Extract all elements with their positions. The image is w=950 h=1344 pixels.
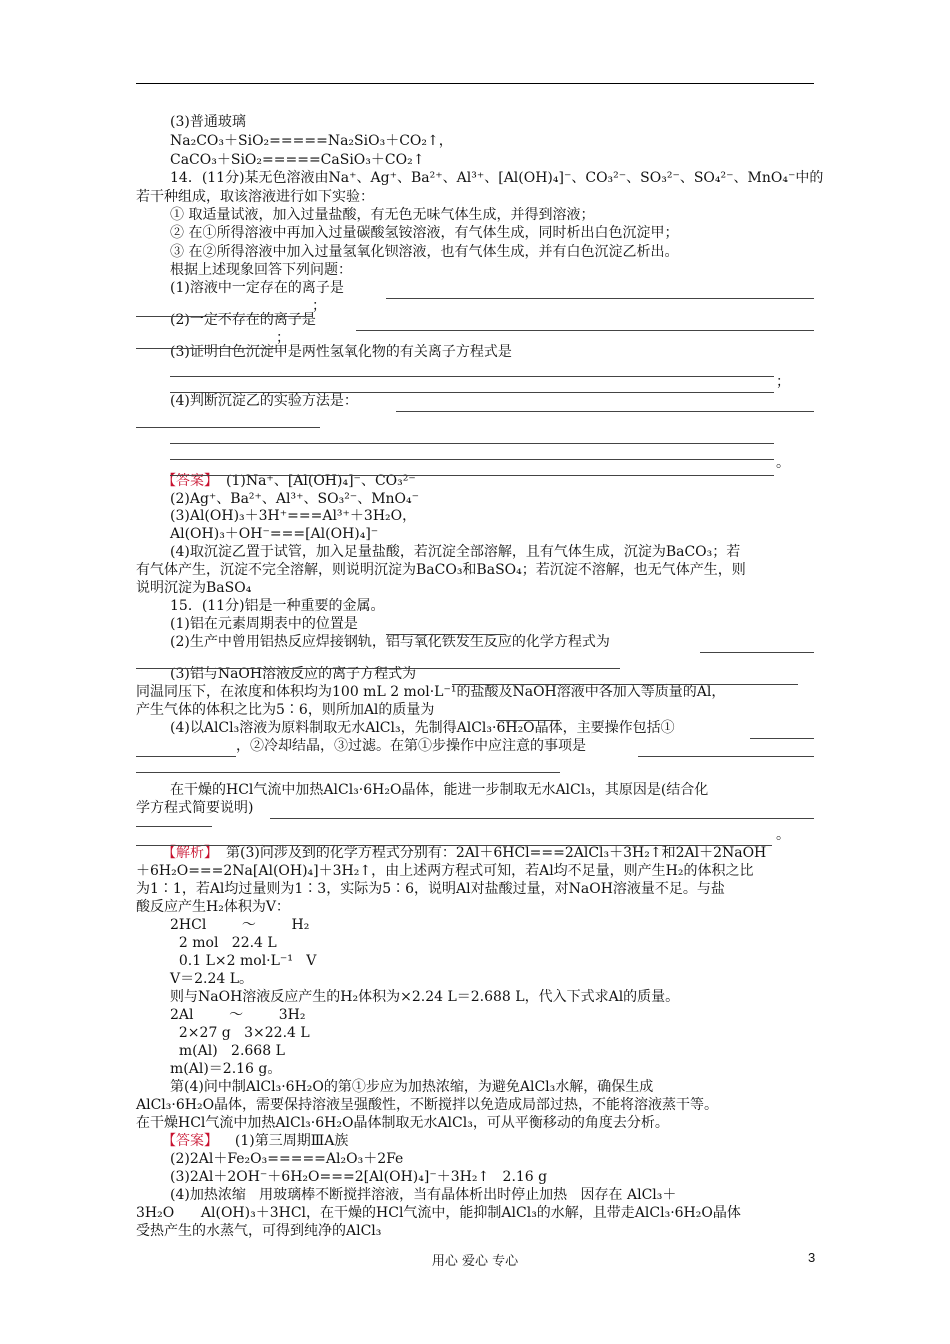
line-text: 15．(11分)铝是一种重要的金属。 [170, 598, 385, 614]
line-text: 根据上述现象回答下列问题： [170, 262, 352, 278]
blank-line [136, 772, 560, 773]
text-line [170, 261, 352, 279]
text-line [170, 916, 309, 934]
text-line [136, 579, 251, 597]
blank-line [136, 826, 212, 827]
line-text: ，②冷却结晶，③过滤。在第①步操作中应注意的事项是 [236, 738, 586, 754]
line-text: 为1∶1，若Al均过量则为1∶3，实际为5∶6，说明Al对盐酸过量，对NaOH溶液量不足。与盐 [136, 881, 725, 897]
blank-line [700, 652, 814, 653]
answer-tag: 【解析】 [162, 845, 218, 861]
text-line [170, 1150, 403, 1168]
blank-line [386, 298, 814, 299]
text-line [170, 525, 378, 543]
line-text: 产生气体的体积之比为5∶6，则所加Al的质量为 [136, 702, 435, 718]
text-line [136, 701, 434, 719]
line-text: CaCO₃＋SiO₂=====CaSiO₃＋CO₂↑ [170, 152, 425, 168]
line-text: (4)加热浓缩 用玻璃棒不断搅拌溶液，当有晶体析出时停止加热 因存在 AlCl₃＋ [170, 1187, 677, 1203]
text-line [136, 683, 725, 701]
text-line [136, 188, 374, 206]
text-line [170, 224, 678, 242]
line-text: 第(4)问中制AlCl₃·6H₂O的第①步应为加热浓缩，为避免AlCl₃水解，确保生成 [170, 1079, 654, 1095]
text-line [170, 507, 416, 525]
text-line [170, 279, 344, 297]
text-line [136, 1096, 718, 1114]
text-line [170, 1186, 676, 1204]
line-text: (4)以AlCl₃溶液为原料制取无水AlCl₃，先制得AlCl₃·6H₂O晶体，主要操作包括① [170, 720, 675, 736]
text-line [170, 132, 453, 150]
line-text: 有气体产生，沉淀不完全溶解，则说明沉淀为BaCO₃和BaSO₄；若沉淀不溶解，也无气体产生，则 [136, 562, 746, 578]
blank-line [136, 316, 312, 317]
text-line [170, 243, 678, 261]
line-text: 学方程式简要说明) [136, 800, 254, 816]
text-line [170, 151, 424, 169]
text-line [170, 970, 253, 988]
text-line [236, 737, 586, 755]
text-line [170, 343, 512, 361]
text-line [136, 1114, 669, 1132]
text-line [170, 311, 316, 329]
line-text: 2Al ～ 3H₂ [170, 1007, 306, 1023]
blank-line [136, 348, 276, 349]
text-line [136, 880, 725, 898]
answer-tag: 【答案】 [162, 473, 218, 489]
text-line [776, 454, 790, 472]
text-line [170, 1024, 310, 1042]
line-text: 2HCl ～ H₂ [170, 917, 310, 933]
blank-line [136, 668, 620, 669]
text-line [136, 1204, 741, 1222]
line-text: (4)判断沉淀乙的实验方法是： [170, 393, 358, 409]
blank-line [170, 392, 774, 393]
line-text: (2)2Al＋Fe₂O₃=====Al₂O₃＋2Fe [170, 1151, 404, 1167]
blank-line [136, 756, 236, 757]
text-line [170, 633, 610, 651]
text-line [170, 490, 419, 508]
line-text: m(Al) 2.668 L [170, 1043, 285, 1059]
line-text: 第(3)问涉及到的化学方程式分别有：2Al＋6HCl===2AlCl₃＋3H₂↑和2Al＋2NaOH [226, 845, 767, 861]
page-number: 3 [808, 1250, 816, 1265]
text-line [136, 862, 754, 880]
line-text: 2×27 g 3×22.4 L [170, 1025, 310, 1041]
line-text: (4)取沉淀乙置于试管，加入足量盐酸，若沉淀全部溶解，且有气体生成，沉淀为BaCO₃；若 [170, 544, 741, 560]
line-text: (3)证明白色沉淀甲是两性氢氧化物的有关离子方程式是 [170, 344, 512, 360]
blank-line [170, 376, 774, 377]
text-line [776, 826, 790, 844]
line-text: (1)第三周期ⅢA族 [226, 1133, 349, 1149]
text-line [136, 898, 290, 916]
line-text: (3)Al(OH)₃＋3H⁺===Al³⁺＋3H₂O， [170, 508, 417, 524]
line-text: 若干种组成，取该溶液进行如下实验： [136, 189, 374, 205]
text-line [170, 988, 679, 1006]
line-text: ＋6H₂O===2Na[Al(OH)₄]＋3H₂↑，由上述两方程式可知，若Al均不足量，则产生H₂的体积之比 [136, 863, 754, 879]
text-line [170, 543, 740, 561]
blank-line [136, 845, 772, 846]
line-text: (3)2Al＋2OH⁻＋6H₂O===2[Al(OH)₄]⁻＋3H₂↑ 2.16 g [170, 1169, 548, 1185]
line-text: 说明沉淀为BaSO₄ [136, 580, 252, 596]
line-text: (2)生产中曾用铝热反应焊接钢轨，铝与氧化铁发生反应的化学方程式为 [170, 634, 610, 650]
line-text: 。 [776, 455, 790, 471]
line-text: 酸反应产生H₂体积为V： [136, 899, 290, 915]
text-line [776, 373, 790, 391]
line-text: 2 mol 22.4 L [170, 935, 277, 951]
line-text: (2)一定不存在的离子是 [170, 312, 316, 328]
text-line [136, 561, 746, 579]
blank-line [170, 459, 774, 460]
text-line [170, 113, 246, 131]
text-line [170, 392, 358, 410]
answer-tag: 【答案】 [162, 1133, 218, 1149]
line-text: (2)Ag⁺、Ba²⁺、Al³⁺、SO₃²⁻、MnO₄⁻ [170, 491, 420, 507]
line-text: ② 在①所得溶液中再加入过量碳酸氢铵溶液，有气体生成，同时析出白色沉淀甲； [170, 225, 679, 241]
blank-line [638, 756, 814, 757]
line-text: (3)铝与NaOH溶液反应的离子方程式为 [170, 666, 417, 682]
line-text: ； [312, 298, 326, 314]
blank-line [170, 475, 774, 476]
page-footer: 用心 爱心 专心 [431, 1254, 519, 1269]
blank-line [270, 818, 814, 819]
text-line [170, 934, 277, 952]
text-line [170, 206, 594, 224]
blank-line [396, 411, 814, 412]
text-line [170, 952, 316, 970]
header-rule [136, 83, 814, 84]
text-line [170, 781, 708, 799]
text-line [170, 169, 823, 187]
line-text: Al(OH)₃＋OH⁻===[Al(OH)₄]⁻ [170, 526, 379, 542]
line-text: V＝2.24 L。 [170, 971, 254, 987]
blank-line [496, 720, 560, 721]
line-text: ； [776, 374, 790, 390]
blank-line [386, 634, 506, 635]
line-text: ① 取适量试液，加入过量盐酸，有无色无味气体生成，并得到溶液； [170, 207, 595, 223]
answer-line [162, 844, 767, 862]
text-line [170, 597, 385, 615]
blank-line [452, 684, 622, 685]
line-text: (3)普通玻璃 [170, 114, 246, 130]
line-text: ； [276, 330, 290, 346]
line-text: (1)溶液中一定存在的离子是 [170, 280, 344, 296]
line-text: 受热产生的水蒸气，可得到纯净的AlCl₃ [136, 1223, 382, 1239]
answer-line [162, 1132, 349, 1150]
blank-line [356, 330, 814, 331]
line-text: (1)铝在元素周期表中的位置是 [170, 616, 358, 632]
text-line [136, 1222, 381, 1240]
line-text: m(Al)＝2.16 g。 [170, 1061, 282, 1077]
line-text: 则与NaOH溶液反应产生的H₂体积为×2.24 L＝2.688 L，代入下式求Al的质量。 [170, 989, 680, 1005]
blank-line [136, 427, 320, 428]
text-line [170, 1168, 547, 1186]
line-text: 0.1 L×2 mol·L⁻¹ V [170, 953, 317, 969]
text-line [170, 615, 358, 633]
line-text: 3H₂O Al(OH)₃＋3HCl，在干燥的HCl气流中，能抑制AlCl₃的水解，且带走AlCl₃·6H₂O晶体 [136, 1205, 741, 1221]
line-text: 在干燥HCl气流中加热AlCl₃·6H₂O晶体制取无水AlCl₃，可从平衡移动的角度去分析。 [136, 1115, 669, 1131]
text-line [170, 1078, 653, 1096]
line-text: 同温同压下，在浓度和体积均为100 mL 2 mol·L⁻¹的盐酸及NaOH溶液中各加入等质量的Al， [136, 684, 726, 700]
text-line [170, 1042, 285, 1060]
line-text: AlCl₃·6H₂O晶体，需要保持溶液呈强酸性，不断搅拌以免造成局部过热，不能将溶液蒸干等。 [136, 1097, 719, 1113]
line-text: (1)Na⁺、[Al(OH)₄]⁻、CO₃²⁻ [226, 473, 416, 489]
line-text: Na₂CO₃＋SiO₂=====Na₂SiO₃＋CO₂↑， [170, 133, 453, 149]
text-line [170, 719, 675, 737]
line-text: 14．(11分)某无色溶液由Na⁺、Ag⁺、Ba²⁺、Al³⁺、[Al(OH)₄]⁻、CO₃²⁻、SO₃²⁻、SO₄²⁻、MnO₄⁻中的 [170, 170, 824, 186]
blank-line [622, 684, 798, 685]
line-text: ③ 在②所得溶液中加入过量氢氧化钡溶液，也有气体生成，并有白色沉淀乙析出。 [170, 244, 679, 260]
text-line [170, 1060, 281, 1078]
text-line [136, 799, 253, 817]
line-text: 。 [776, 827, 790, 843]
blank-line [750, 738, 814, 739]
blank-line [170, 443, 774, 444]
line-text: 在干燥的HCl气流中加热AlCl₃·6H₂O晶体，能进一步制取无水AlCl₃，其原因是(结合化 [170, 782, 709, 798]
text-line [170, 1006, 305, 1024]
